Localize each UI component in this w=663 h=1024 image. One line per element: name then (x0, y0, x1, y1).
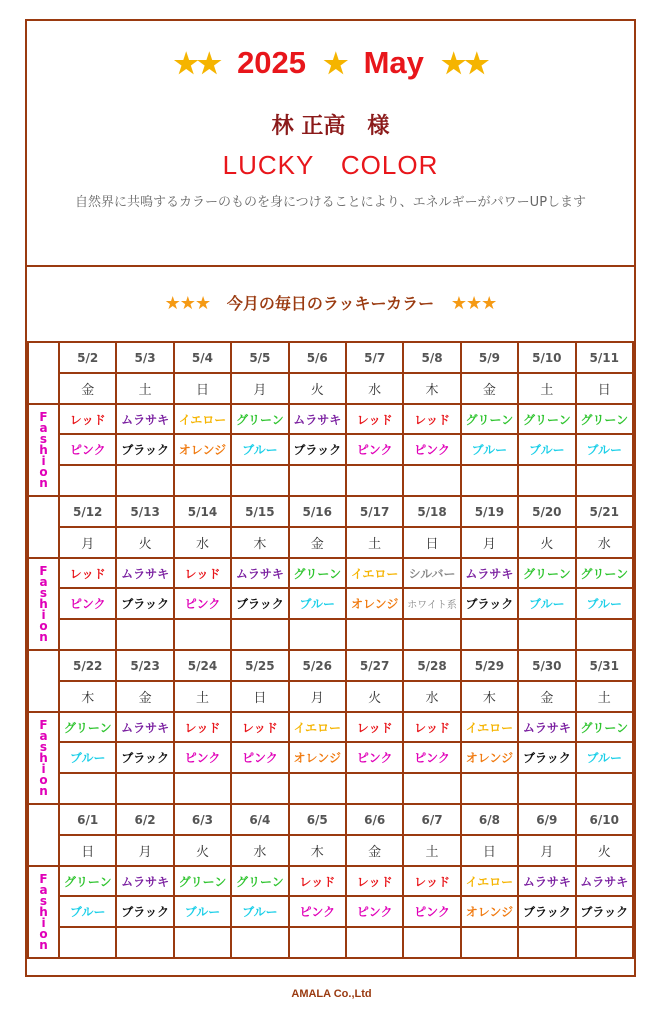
fashion-label: F a s h i o n (28, 404, 59, 496)
date-cell: 5/2 (59, 342, 116, 373)
empty-cell (461, 619, 518, 650)
weekday-cell: 木 (59, 681, 116, 712)
lucky-color-1: レッド (403, 712, 460, 742)
empty-cell (403, 773, 460, 804)
lucky-color-1: グリーン (289, 558, 346, 588)
weekday-cell: 月 (116, 835, 173, 866)
weekday-cell: 火 (289, 373, 346, 404)
date-cell: 5/30 (518, 650, 575, 681)
lucky-color-1: イエロー (174, 404, 231, 434)
weekday-cell: 土 (116, 373, 173, 404)
lucky-color-2: ピンク (174, 588, 231, 619)
lucky-color-2: ピンク (403, 434, 460, 465)
date-cell: 5/25 (231, 650, 288, 681)
weekday-cell: 金 (116, 681, 173, 712)
lucky-color-1: グリーン (231, 866, 288, 896)
customer-name: 林 正高 様 (271, 114, 390, 139)
empty-cell (231, 465, 288, 496)
weekday-cell: 金 (518, 681, 575, 712)
lucky-color-1: レッド (59, 558, 116, 588)
title-line (27, 45, 634, 81)
lucky-color-2: ピンク (403, 896, 460, 927)
lucky-color-1: イエロー (461, 712, 518, 742)
date-cell: 5/29 (461, 650, 518, 681)
lucky-color-2: ブラック (116, 588, 173, 619)
weekday-cell: 木 (403, 373, 460, 404)
empty-cell (289, 465, 346, 496)
weekday-cell: 金 (346, 835, 403, 866)
weekday-cell: 月 (518, 835, 575, 866)
lucky-color-1: グリーン (59, 712, 116, 742)
empty-cell (59, 619, 116, 650)
empty-row (28, 773, 633, 804)
lucky-color-1: シルバー (403, 558, 460, 588)
lucky-color-2: ブラック (116, 742, 173, 773)
lucky-color-1: レッド (403, 866, 460, 896)
empty-cell (576, 927, 633, 958)
color2-row (28, 434, 633, 465)
date-row (28, 342, 633, 373)
date-row (28, 496, 633, 527)
date-cell: 5/17 (346, 496, 403, 527)
lucky-color-2: ピンク (346, 434, 403, 465)
lucky-color-1: レッド (346, 404, 403, 434)
color1-row (28, 404, 633, 434)
date-cell: 5/22 (59, 650, 116, 681)
date-cell: 5/24 (174, 650, 231, 681)
lucky-color-1: グリーン (461, 404, 518, 434)
lucky-color-1: グリーン (576, 712, 633, 742)
year: 2025 (237, 45, 307, 80)
lucky-color-2: ピンク (346, 896, 403, 927)
empty-cell (231, 773, 288, 804)
color1-row (28, 558, 633, 588)
weekday-cell: 土 (346, 527, 403, 558)
empty-row (28, 619, 633, 650)
lucky-color-2: ホワイト系 (403, 588, 460, 619)
header-section (27, 21, 634, 267)
date-cell: 5/7 (346, 342, 403, 373)
empty-cell (518, 927, 575, 958)
lucky-color-1: レッド (174, 558, 231, 588)
lucky-color-2: ブルー (576, 434, 633, 465)
lucky-color-2: ブルー (289, 588, 346, 619)
empty-cell (576, 619, 633, 650)
date-cell: 5/9 (461, 342, 518, 373)
empty-cell (518, 619, 575, 650)
empty-cell (116, 465, 173, 496)
sub-stars-left: ★★★ (164, 293, 211, 314)
weekday-cell: 金 (289, 527, 346, 558)
empty-cell (116, 773, 173, 804)
sub-stars-right: ★★★ (450, 293, 497, 314)
empty-cell (59, 773, 116, 804)
lucky-color-2: ピンク (289, 896, 346, 927)
lucky-color-1: ムラサキ (116, 712, 173, 742)
date-cell: 5/11 (576, 342, 633, 373)
weekday-cell: 火 (346, 681, 403, 712)
weekday-cell: 木 (461, 681, 518, 712)
lucky-color-1: グリーン (59, 866, 116, 896)
lucky-color-1: ムラサキ (518, 866, 575, 896)
date-cell: 5/18 (403, 496, 460, 527)
empty-cell (59, 465, 116, 496)
calendar-frame (25, 19, 636, 977)
weekday-cell: 水 (403, 681, 460, 712)
lucky-color-2: ブラック (576, 896, 633, 927)
date-cell: 5/13 (116, 496, 173, 527)
date-cell: 5/19 (461, 496, 518, 527)
lucky-color-1: レッド (346, 712, 403, 742)
date-cell: 5/23 (116, 650, 173, 681)
lucky-color-2: オレンジ (346, 588, 403, 619)
lucky-color-1: ムラサキ (576, 866, 633, 896)
lucky-color-table (27, 341, 634, 959)
lucky-color-1: グリーン (518, 558, 575, 588)
lucky-color-2: オレンジ (461, 896, 518, 927)
empty-cell (174, 927, 231, 958)
lucky-color-2: ブラック (518, 896, 575, 927)
empty-cell (403, 465, 460, 496)
lucky-color-2: ピンク (403, 742, 460, 773)
date-cell: 6/9 (518, 804, 575, 835)
empty-cell (116, 619, 173, 650)
color1-row (28, 712, 633, 742)
lucky-color-2: ブルー (518, 434, 575, 465)
date-cell: 5/5 (231, 342, 288, 373)
empty-cell (576, 773, 633, 804)
lucky-color-2: ブルー (174, 896, 231, 927)
lucky-color-1: グリーン (231, 404, 288, 434)
lucky-color-2: ブルー (518, 588, 575, 619)
description: 自然界に共鳴するカラーのものを身につけることにより、エネルギーがパワーUPします (74, 195, 587, 210)
weekday-cell: 土 (403, 835, 460, 866)
lucky-color-1: レッド (59, 404, 116, 434)
lucky-color-2: ピンク (231, 742, 288, 773)
lucky-color-2: ブラック (116, 434, 173, 465)
lucky-color-2: ピンク (59, 434, 116, 465)
weekday-cell: 水 (346, 373, 403, 404)
empty-row (28, 927, 633, 958)
empty-cell (289, 773, 346, 804)
weekday-row (28, 373, 633, 404)
empty-row (28, 465, 633, 496)
lucky-color-2: ピンク (59, 588, 116, 619)
date-cell: 6/8 (461, 804, 518, 835)
lucky-color-1: ムラサキ (518, 712, 575, 742)
date-cell: 5/15 (231, 496, 288, 527)
lucky-color-1: グリーン (576, 404, 633, 434)
empty-cell (346, 927, 403, 958)
weekday-row (28, 835, 633, 866)
lucky-color-2: ブラック (289, 434, 346, 465)
empty-cell (231, 927, 288, 958)
lucky-color-1: グリーン (518, 404, 575, 434)
date-cell: 5/4 (174, 342, 231, 373)
lucky-color-1: レッド (289, 866, 346, 896)
stars-left: ★★ (173, 48, 220, 79)
fashion-label: F a s h i o n (28, 712, 59, 804)
date-cell: 6/3 (174, 804, 231, 835)
lucky-color-2: ブルー (576, 742, 633, 773)
empty-cell (461, 465, 518, 496)
empty-cell (289, 927, 346, 958)
label-spacer (28, 804, 59, 866)
color2-row (28, 896, 633, 927)
lucky-color-1: ムラサキ (231, 558, 288, 588)
date-cell: 6/5 (289, 804, 346, 835)
weekday-cell: 火 (116, 527, 173, 558)
date-cell: 5/16 (289, 496, 346, 527)
weekday-cell: 水 (231, 835, 288, 866)
lucky-color-2: オレンジ (289, 742, 346, 773)
lucky-color-1: グリーン (174, 866, 231, 896)
weekday-cell: 土 (576, 681, 633, 712)
empty-cell (403, 927, 460, 958)
lucky-color-1: レッド (231, 712, 288, 742)
date-cell: 5/14 (174, 496, 231, 527)
empty-cell (518, 773, 575, 804)
empty-cell (518, 465, 575, 496)
date-row (28, 650, 633, 681)
lucky-color-1: グリーン (576, 558, 633, 588)
footer-company: AMALA Co.,Ltd (291, 988, 372, 1000)
date-cell: 5/6 (289, 342, 346, 373)
empty-cell (346, 619, 403, 650)
empty-cell (174, 773, 231, 804)
weekday-cell: 火 (518, 527, 575, 558)
weekday-cell: 月 (289, 681, 346, 712)
date-cell: 5/26 (289, 650, 346, 681)
weekday-cell: 火 (576, 835, 633, 866)
empty-cell (403, 619, 460, 650)
lucky-color-1: ムラサキ (116, 404, 173, 434)
date-cell: 5/21 (576, 496, 633, 527)
date-cell: 5/20 (518, 496, 575, 527)
empty-cell (576, 465, 633, 496)
weekday-cell: 水 (174, 527, 231, 558)
color2-row (28, 742, 633, 773)
lucky-color-1: イエロー (461, 866, 518, 896)
date-cell: 5/12 (59, 496, 116, 527)
lucky-color-title: LUCKY COLOR (222, 150, 439, 180)
lucky-color-1: レッド (346, 866, 403, 896)
date-cell: 5/10 (518, 342, 575, 373)
lucky-color-1: イエロー (289, 712, 346, 742)
fashion-label: F a s h i o n (28, 866, 59, 958)
lucky-color-2: ブルー (231, 434, 288, 465)
lucky-color-1: ムラサキ (116, 866, 173, 896)
date-cell: 5/3 (116, 342, 173, 373)
lucky-color-2: ピンク (174, 742, 231, 773)
weekday-row (28, 527, 633, 558)
weekday-cell: 金 (59, 373, 116, 404)
weekday-cell: 月 (231, 373, 288, 404)
date-cell: 6/4 (231, 804, 288, 835)
weekday-row (28, 681, 633, 712)
empty-cell (346, 773, 403, 804)
empty-cell (461, 773, 518, 804)
date-cell: 5/8 (403, 342, 460, 373)
weekday-cell: 月 (59, 527, 116, 558)
lucky-color-1: ムラサキ (289, 404, 346, 434)
weekday-cell: 木 (231, 527, 288, 558)
date-cell: 6/10 (576, 804, 633, 835)
date-cell: 6/2 (116, 804, 173, 835)
lucky-color-1: ムラサキ (461, 558, 518, 588)
color2-row (28, 588, 633, 619)
lucky-color-2: オレンジ (174, 434, 231, 465)
lucky-color-1: イエロー (346, 558, 403, 588)
lucky-color-1: ムラサキ (116, 558, 173, 588)
empty-cell (346, 465, 403, 496)
empty-cell (116, 927, 173, 958)
empty-cell (231, 619, 288, 650)
lucky-color-2: ブラック (461, 588, 518, 619)
weekday-cell: 日 (174, 373, 231, 404)
lucky-color-2: ブラック (116, 896, 173, 927)
label-spacer (28, 342, 59, 404)
date-cell: 5/31 (576, 650, 633, 681)
lucky-color-2: ブルー (59, 742, 116, 773)
empty-cell (461, 927, 518, 958)
date-cell: 5/28 (403, 650, 460, 681)
date-cell: 6/7 (403, 804, 460, 835)
weekday-cell: 金 (461, 373, 518, 404)
month: May (363, 45, 424, 80)
lucky-color-2: ブルー (231, 896, 288, 927)
empty-cell (174, 465, 231, 496)
lucky-color-2: ブルー (59, 896, 116, 927)
lucky-color-2: ブルー (461, 434, 518, 465)
weekday-cell: 水 (576, 527, 633, 558)
star-mid: ★ (323, 48, 347, 79)
empty-cell (59, 927, 116, 958)
lucky-color-1: レッド (403, 404, 460, 434)
weekday-cell: 日 (403, 527, 460, 558)
lucky-color-2: ブラック (231, 588, 288, 619)
weekday-cell: 月 (461, 527, 518, 558)
weekday-cell: 土 (518, 373, 575, 404)
lucky-color-1: レッド (174, 712, 231, 742)
date-cell: 6/6 (346, 804, 403, 835)
sub-title: 今月の毎日のラッキーカラー (226, 294, 435, 313)
weekday-cell: 日 (576, 373, 633, 404)
date-row (28, 804, 633, 835)
date-cell: 5/27 (346, 650, 403, 681)
empty-cell (174, 619, 231, 650)
weekday-cell: 木 (289, 835, 346, 866)
fashion-label: F a s h i o n (28, 558, 59, 650)
subheader (27, 267, 634, 341)
stars-right: ★★ (441, 48, 488, 79)
weekday-cell: 日 (461, 835, 518, 866)
color1-row (28, 866, 633, 896)
empty-cell (289, 619, 346, 650)
label-spacer (28, 496, 59, 558)
lucky-color-2: ピンク (346, 742, 403, 773)
date-cell: 6/1 (59, 804, 116, 835)
weekday-cell: 日 (231, 681, 288, 712)
lucky-color-2: オレンジ (461, 742, 518, 773)
weekday-cell: 土 (174, 681, 231, 712)
label-spacer (28, 650, 59, 712)
lucky-color-2: ブルー (576, 588, 633, 619)
lucky-color-2: ブラック (518, 742, 575, 773)
weekday-cell: 火 (174, 835, 231, 866)
weekday-cell: 日 (59, 835, 116, 866)
